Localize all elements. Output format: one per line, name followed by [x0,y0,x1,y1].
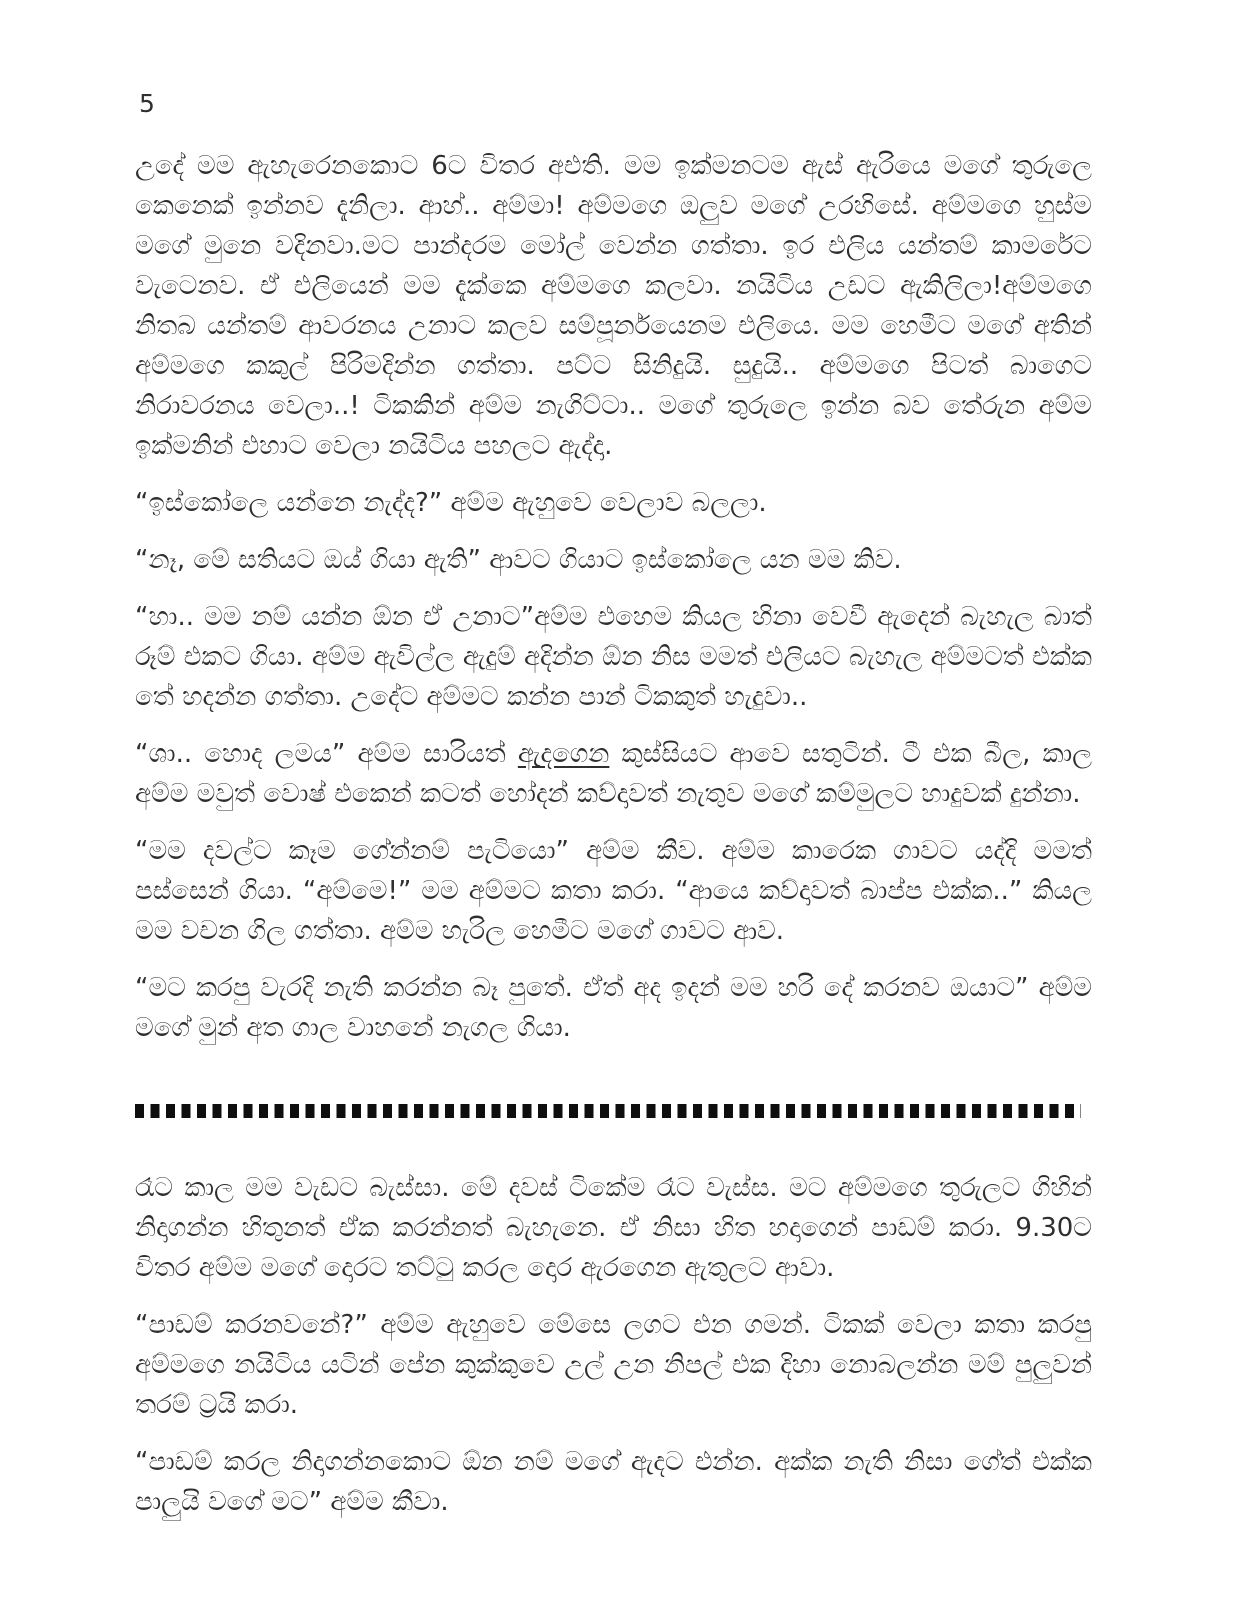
paragraph-study-question: “පාඩම් කරනවනේ?” අම්ම ඇහුවෙ මේසෙ ලගට එන ගමන්. ටිකක් වෙලා කතා කරපු අම්මගෙ නයිටිය යටින් පේන කුක්කුවෙ උල් උන නිපල් එක දිහා නොබලන්න මම් පුලුවන් තරම් ට්‍රයි කරා. [135,1310,1092,1420]
paragraph-kitchen-pre: “ශා.. හොද ලමය” අම්ම සාරියත් [135,739,518,769]
paragraph-school-answer: “නෑ, මේ සතියට ඔය් ගියා ඇති” ආවට ගියාට ඉස්කෝලෙ යන මම කිව. [135,545,902,575]
paragraph-morning-wakeup: උදේ මම ඇහැරෙනකොට 6ට විතර අඑති. මම ඉක්මනටම ඇස් ඇරියෙ මගේ තුරුලෙ කෙනෙක් ඉන්නව දැනිලා. ආහ්.. අම්මා! අම්මගෙ ඔලුව මගේ උරහිසේ. අම්මගෙ හුස්ම මගේ මුනෙ වදිනවා.මට පාන්දරම මෝල් වෙන්න ගත්තා. ඉර එලිය යන්තම් කාමරේට වැටෙනව. ඒ එලියෙන් මම දැක්කෙ අම්මගෙ කලවා. නයිටිය උඩට ඇකිලිලා!අම්මගෙ නිතබ යන්තම් ආවරනය උනාට කලව සම්පූර්නයෙනම එලියෙ. මම හෙමීට මගේ අතින් අම්මගෙ කකුල් පිරිමදින්න ගත්තා. පට්ට සිනිදුයි. සුදුයි.. අම්මගෙ පිටත් බාගෙට නිරාවරනය වෙලා..! ටිකකින් අම්ම නැගිට්ටා.. මගේ තුරුලෙ ඉන්න බව තේරුන අම්ම ඉක්මනින් එහාට වෙලා නයිටිය පහලට ඇද්දා. [135,151,1092,461]
paragraph-bed-invite: “පාඩම් කරල නිදාගන්නකොට ඕන නම් මගේ ඇදට එන්න. අක්ක නැති නිසා ගේත් එක්ක පාලුයි වගේ මට” අම්ම කීවා. [135,1447,1092,1517]
underlined-word: ඇදගෙන [517,739,610,769]
paragraph-bathroom: “හා.. මම නම් යන්න ඕන ඒ උනාට”අම්ම එහෙම කියල හිනා වෙවී ඇදෙන් බැහැල බාත් රූම් එකට ගියා. අම්ම ඇවිල්ල ඇදුම් අදින්න ඕන නිස මමත් එලියට බැහැල අම්මටත් එක්ක තේ හදන්න ගත්තා. උදේට අම්මට කන්න පාන් ටිකකුත් හැදුවා.. [135,602,1092,712]
paragraph-kitchen [135,734,1092,814]
paragraph-farewell: “මට කරපු වැරදි නැති කරන්න බෑ පුතේ. ඒත් අද ඉදන් මම හරි දේ කරනව ඔයාට” අම්ම මගේ මුන් අත ගාල වාහනේ නැගල ගියා. [135,973,1092,1043]
page-content [135,146,1092,1539]
dashed-section-divider [135,1104,1081,1118]
page-number: 5 [139,89,155,118]
paragraph-lunch-promise: “මම දවල්ට කෑම ගේන්නම් පැටියො” අම්ම කීව. අම්ම කාරෙක ගාවට යද්දි මමත් පස්සෙන් ගියා. “අම්මෙ!” මම අම්මට කතා කරා. “ආයෙ කව්දාවත් බාප්ප එක්ක..” කියල මම වචන ගිල ගත්තා. අම්ම හැරිල හෙමීට මගේ ගාවට ආව. [135,836,1092,946]
paragraph-kitchen-post: කුස්සියට ආවෙ සතුටින්. ටී එක බීල, කාල අම්ම මවුත් වොෂ් එකෙන් කටත් හෝදන් කව්දාවත් නැතුව මගේ කම්මුලට හාදුවක් දුන්නා. [135,739,1092,809]
paragraph-evening-study: රෑට කාල මම වැඩට බැස්සා. මේ දවස් ටිකේම රෑට වැස්ස. මට අම්මගෙ තුරුලට ගිහින් නිදාගන්න හිතුනත් ඒක කරන්නත් බැහැනෙ. ඒ නිසා හිත හදාගෙන් පාඩම් කරා. 9.30ට විතර අම්ම මගේ දොරට තට්ටු කරල දොර ඇරගෙන ඇතුලට ආවා. [135,1173,1092,1283]
paragraph-school-question: “ඉස්කෝලෙ යන්නෙ නැද්ද?” අම්ම ඇහුවෙ වෙලාව බලලා. [135,488,767,518]
